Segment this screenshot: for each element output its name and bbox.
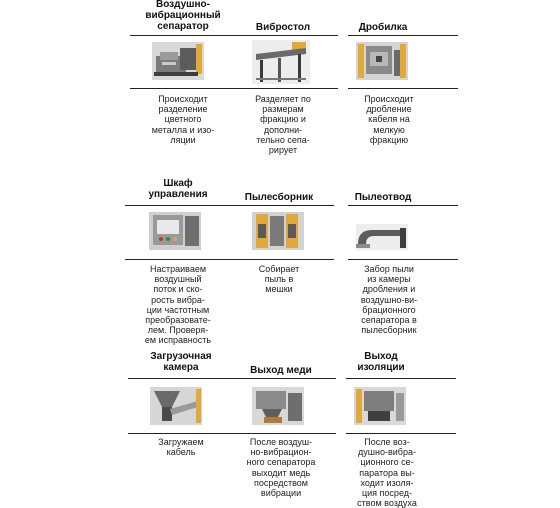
item-divider (128, 378, 238, 379)
insulation-output-image (354, 387, 406, 425)
vibrating-table-icon (252, 40, 310, 84)
dust-extraction-icon (356, 224, 408, 250)
crusher-icon (356, 42, 408, 80)
item-description: После воз- душно-вибра- ционного се- паратора вы- ходит изоля- ция посред- ством воздуха (357, 437, 417, 508)
item-title: Загрузочная камера (150, 351, 212, 373)
item-description: Настраиваем воздушный поток и ско- рость вибра- ции частотным преобразовате- лем. Проверя- ем исправность (144, 264, 212, 346)
item-description: После воздуш- но-вибрацион- ного сепаратора выходит медь посредством вибрации (246, 437, 316, 499)
control-cabinet-icon (149, 212, 201, 250)
item-divider (224, 259, 334, 260)
crusher-image (356, 42, 408, 80)
item-description: Разделяет по размерам фракцию и дополни- тельно сепа- рирует (255, 94, 311, 156)
item-divider (348, 205, 458, 206)
item-description: Загружаем кабель (158, 437, 204, 458)
item-divider (130, 88, 240, 89)
copper-output-icon (252, 387, 304, 425)
item-divider (125, 259, 235, 260)
item-title: Выход меди (250, 365, 312, 376)
item-title: Воздушно- вибрационный сепаратор (145, 0, 221, 32)
insulation-output-icon (354, 387, 406, 425)
separator-machine-image (152, 42, 204, 80)
item-divider (348, 35, 458, 36)
control-cabinet-image (149, 212, 201, 250)
item-description: Происходит дробление кабеля на мелкую фракцию (364, 94, 414, 145)
item-divider (348, 88, 458, 89)
loading-chamber-icon (150, 387, 202, 425)
loading-chamber-image (150, 387, 202, 425)
item-title: Дробилка (358, 22, 408, 33)
copper-output-image (252, 387, 304, 425)
item-divider (226, 378, 336, 379)
item-divider (348, 259, 458, 260)
item-divider (130, 35, 240, 36)
vibrating-table-image (252, 40, 310, 84)
dust-extraction-image (356, 224, 408, 250)
item-divider (346, 378, 456, 379)
item-title: Пылесборник (244, 192, 314, 203)
dust-collector-icon (252, 212, 304, 250)
item-divider (228, 88, 338, 89)
item-divider (128, 433, 238, 434)
item-description: Забор пыли из камеры дробления и воздушно-ви- брационного сепаратора в пылесборник (360, 264, 418, 336)
item-divider (226, 433, 336, 434)
item-divider (125, 205, 235, 206)
item-description: Собирает пыль в мешки (258, 264, 300, 295)
dust-collector-image (252, 212, 304, 250)
item-description: Происходит разделение цветного металла и изо- ляции (151, 94, 215, 145)
item-divider (346, 433, 456, 434)
item-divider (224, 205, 334, 206)
item-title: Вибростол (255, 22, 311, 33)
item-title: Пылеотвод (354, 192, 412, 203)
item-divider (228, 35, 338, 36)
separator-machine-icon (152, 42, 204, 80)
item-title: Выход изоляции (357, 351, 405, 373)
item-title: Шкаф управления (148, 178, 208, 200)
